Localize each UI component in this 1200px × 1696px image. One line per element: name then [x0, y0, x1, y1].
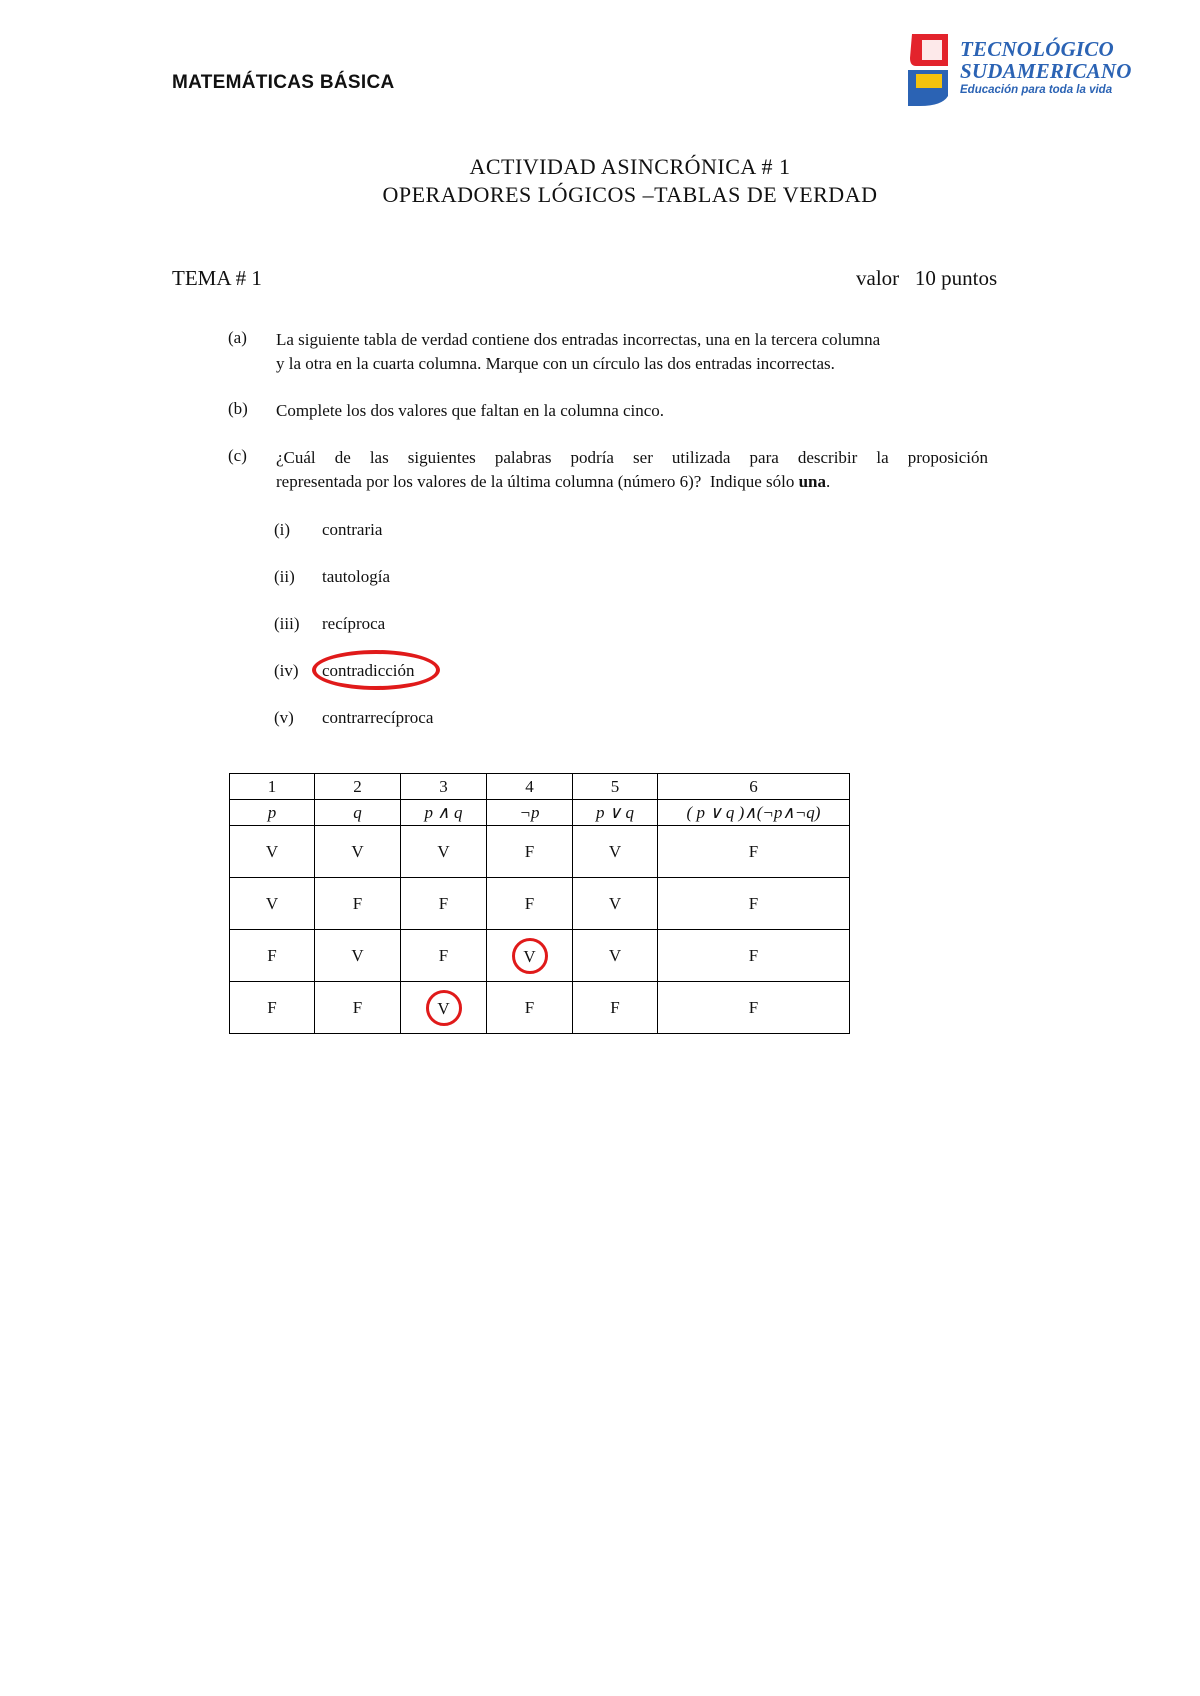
- question-c-label: (c): [228, 446, 247, 465]
- table-row: [230, 982, 850, 1034]
- table-cell: F: [230, 982, 315, 1034]
- question-c-line-2: [276, 470, 988, 494]
- table-cell: V: [230, 878, 315, 930]
- truth-table: [229, 773, 850, 1034]
- column-number: 1: [230, 774, 315, 800]
- column-header: p ∧ q: [401, 800, 487, 826]
- institution-logo: [902, 32, 1132, 108]
- activity-title: ACTIVIDAD ASINCRÓNICA # 1: [469, 154, 791, 179]
- option-text: tautología: [322, 567, 390, 586]
- option-label: (v): [274, 708, 294, 727]
- table-cell-circled: [401, 982, 487, 1034]
- table-cell: V: [573, 930, 658, 982]
- table-cell: F: [658, 826, 850, 878]
- tema-label: TEMA # 1: [172, 266, 262, 290]
- table-cell: V: [573, 826, 658, 878]
- table-cell: F: [315, 982, 401, 1034]
- question-a-label: (a): [228, 328, 247, 347]
- incorrect-entry-circle: V: [426, 990, 462, 1026]
- option-text: contrarrecíproca: [322, 708, 434, 727]
- question-b-label: (b): [228, 399, 248, 418]
- table-cell: V: [401, 826, 487, 878]
- logo-line-1: TECNOLÓGICO: [960, 37, 1114, 61]
- answer-circle-mark: [312, 650, 440, 690]
- table-cell: F: [315, 878, 401, 930]
- question-b-text: Complete los dos valores que faltan en la columna cinco.: [276, 401, 665, 420]
- logo-tagline: Educación para toda la vida: [960, 84, 1113, 96]
- table-cell: F: [487, 878, 573, 930]
- course-title: MATEMÁTICAS BÁSICA: [172, 72, 395, 93]
- table-cell: F: [401, 878, 487, 930]
- table-cell: F: [658, 982, 850, 1034]
- table-row: [230, 930, 850, 982]
- question-c-line-2-text: representada por los valores de la última columna (número 6)? Indique sólo: [276, 472, 799, 491]
- column-number: 6: [658, 774, 850, 800]
- question-a-text: [276, 328, 988, 376]
- column-header: p ∨ q: [573, 800, 658, 826]
- table-cell-circled: [487, 930, 573, 982]
- activity-subtitle: OPERADORES LÓGICOS –TABLAS DE VERDAD: [382, 182, 878, 207]
- option-label: (iv): [274, 661, 299, 680]
- question-c-text: [276, 446, 988, 494]
- table-cell: V: [315, 826, 401, 878]
- option-label: (iii): [274, 614, 300, 633]
- table-cell: F: [487, 982, 573, 1034]
- table-cell: V: [573, 878, 658, 930]
- column-header: q: [315, 800, 401, 826]
- table-row: [230, 878, 850, 930]
- option-text: contraria: [322, 520, 383, 539]
- incorrect-entry-circle: V: [512, 938, 548, 974]
- tema-value: valor 10 puntos: [856, 266, 998, 290]
- column-number: 3: [401, 774, 487, 800]
- logo-line-2: SUDAMERICANO: [960, 59, 1132, 83]
- table-cell: F: [658, 930, 850, 982]
- question-c-emphasis: una: [798, 472, 827, 491]
- question-c-line-1: ¿Cuál de las siguientes palabras podría ser utilizada para describir la proposición: [276, 448, 988, 467]
- column-header: ¬p: [487, 800, 573, 826]
- column-header-row: [230, 800, 850, 826]
- question-a-line-2: y la otra en la cuarta columna. Marque con un círculo las dos entradas incorrectas.: [276, 354, 835, 373]
- column-number-row: [230, 774, 850, 800]
- column-number: 5: [573, 774, 658, 800]
- column-number: 2: [315, 774, 401, 800]
- table-cell: F: [401, 930, 487, 982]
- option-label: (i): [274, 520, 291, 539]
- column-header: p: [230, 800, 315, 826]
- column-header: ( p ∨ q )∧(¬p∧¬q): [658, 800, 850, 826]
- table-cell: F: [230, 930, 315, 982]
- table-row: [230, 826, 850, 878]
- table-cell: V: [315, 930, 401, 982]
- table-cell: F: [658, 878, 850, 930]
- table-cell: F: [487, 826, 573, 878]
- logo-emblem-icon: [902, 32, 962, 108]
- option-label: (ii): [274, 567, 295, 586]
- option-text: recíproca: [322, 614, 386, 633]
- question-a-line-1: La siguiente tabla de verdad contiene dos entradas incorrectas, una en la tercera columna: [276, 330, 881, 349]
- column-number: 4: [487, 774, 573, 800]
- table-cell: F: [573, 982, 658, 1034]
- question-c-line-2-end: .: [826, 472, 831, 491]
- table-cell: V: [230, 826, 315, 878]
- option-text-selected: contradicción: [322, 661, 415, 680]
